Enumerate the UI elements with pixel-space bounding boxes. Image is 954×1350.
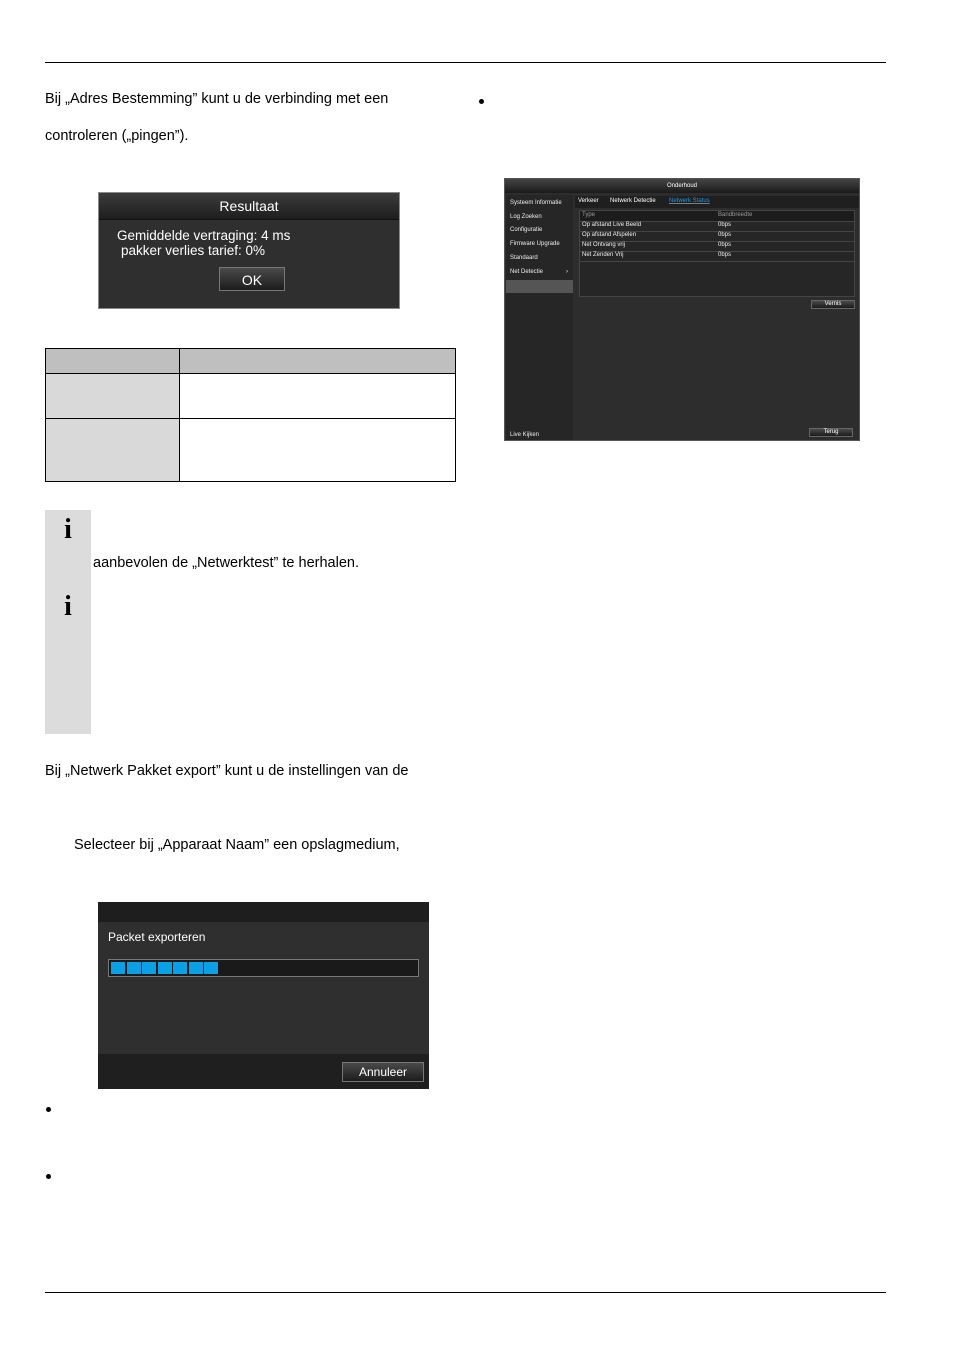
- progress-segment: [189, 962, 203, 974]
- sidebar-item-firmware-upgrade[interactable]: Firmware Upgrade: [510, 241, 560, 247]
- progress-segment: [158, 962, 172, 974]
- maintenance-sidebar: [506, 195, 573, 440]
- packet-export-title: Packet exporteren: [108, 930, 206, 944]
- live-view-button[interactable]: Live Kijken: [510, 432, 540, 438]
- table-header-row: [46, 349, 456, 374]
- maintenance-tabs: [575, 196, 859, 208]
- packet-export-footer: [98, 1054, 429, 1089]
- packet-export-titlebar: [98, 902, 429, 922]
- table-row: [46, 419, 456, 482]
- maintenance-title: Onderhoud: [505, 179, 859, 193]
- tab-netwerk-detectie[interactable]: Netwerk Detectie: [610, 198, 656, 204]
- row-bandwidth: 0bps: [718, 222, 732, 228]
- info-table: [45, 348, 456, 482]
- bullet: [46, 1174, 51, 1179]
- row-type: Net Zenden Vrij: [582, 252, 624, 258]
- network-status-table: [579, 210, 855, 297]
- result-dialog-title: Resultaat: [99, 193, 399, 220]
- cancel-button[interactable]: Annuleer: [342, 1062, 424, 1082]
- result-packet-loss: pakker verlies tarief: 0%: [121, 243, 266, 258]
- sidebar-item-configuratie[interactable]: Configuratie: [510, 227, 543, 233]
- export-step: Selecteer bij „Apparaat Naam” een opslagmedium,: [74, 837, 400, 853]
- progress-segment: [173, 962, 187, 974]
- info-icon: i: [64, 591, 72, 622]
- info-note-text: aanbevolen de „Netwerktest” te herhalen.: [93, 555, 359, 571]
- tab-verkeer[interactable]: Verkeer: [578, 198, 599, 204]
- row-type: Op afstand Afspelen: [582, 232, 637, 238]
- row-bandwidth: 0bps: [718, 242, 732, 248]
- table-row: [46, 374, 456, 419]
- progress-segment: [127, 962, 141, 974]
- row-type: Op afstand Live Beeld: [582, 222, 642, 228]
- chevron-right-icon: ›: [566, 269, 568, 275]
- export-intro: Bij „Netwerk Pakket export” kunt u de instellingen van de: [45, 763, 409, 779]
- column-header-bandwidth: Bandbreedte: [718, 212, 753, 218]
- sidebar-selection-highlight: [506, 280, 573, 293]
- bottom-rule: [45, 1292, 886, 1293]
- sidebar-item-log-zoeken[interactable]: Log Zoeken: [510, 214, 542, 220]
- top-rule: [45, 62, 886, 63]
- maintenance-screen: [504, 178, 860, 441]
- progress-segment: [142, 962, 156, 974]
- intro-line-1: Bij „Adres Bestemming” kunt u de verbinding met een: [45, 91, 389, 107]
- refresh-button[interactable]: Vernis: [811, 300, 855, 309]
- result-dialog: [98, 192, 400, 309]
- bullet: [46, 1107, 51, 1112]
- row-bandwidth: 0bps: [718, 232, 732, 238]
- progress-segment: [204, 962, 218, 974]
- info-sidebar: [45, 510, 91, 734]
- row-bandwidth: 0bps: [718, 252, 732, 258]
- tab-netwerk-status[interactable]: Netwerk Status: [669, 198, 710, 204]
- column-header-type: Type: [582, 212, 596, 218]
- result-latency: Gemiddelde vertraging: 4 ms: [117, 228, 291, 243]
- info-icon: i: [64, 514, 72, 545]
- table-row: [580, 251, 854, 262]
- packet-export-dialog: [98, 902, 429, 1089]
- bullet: [479, 99, 484, 104]
- progress-segment: [111, 962, 125, 974]
- row-type: Net Ontvang vrij: [582, 242, 626, 248]
- export-progress-bar: [108, 959, 419, 977]
- ok-button[interactable]: OK: [219, 267, 285, 291]
- sidebar-item-systeem-informatie[interactable]: Systeem Informatie: [510, 200, 562, 206]
- back-button[interactable]: Terug: [809, 428, 853, 437]
- sidebar-item-standaard[interactable]: Standaard: [510, 255, 538, 261]
- intro-line-2: controleren („pingen”).: [45, 128, 189, 144]
- sidebar-item-net-detectie[interactable]: Net Detectie: [510, 269, 544, 275]
